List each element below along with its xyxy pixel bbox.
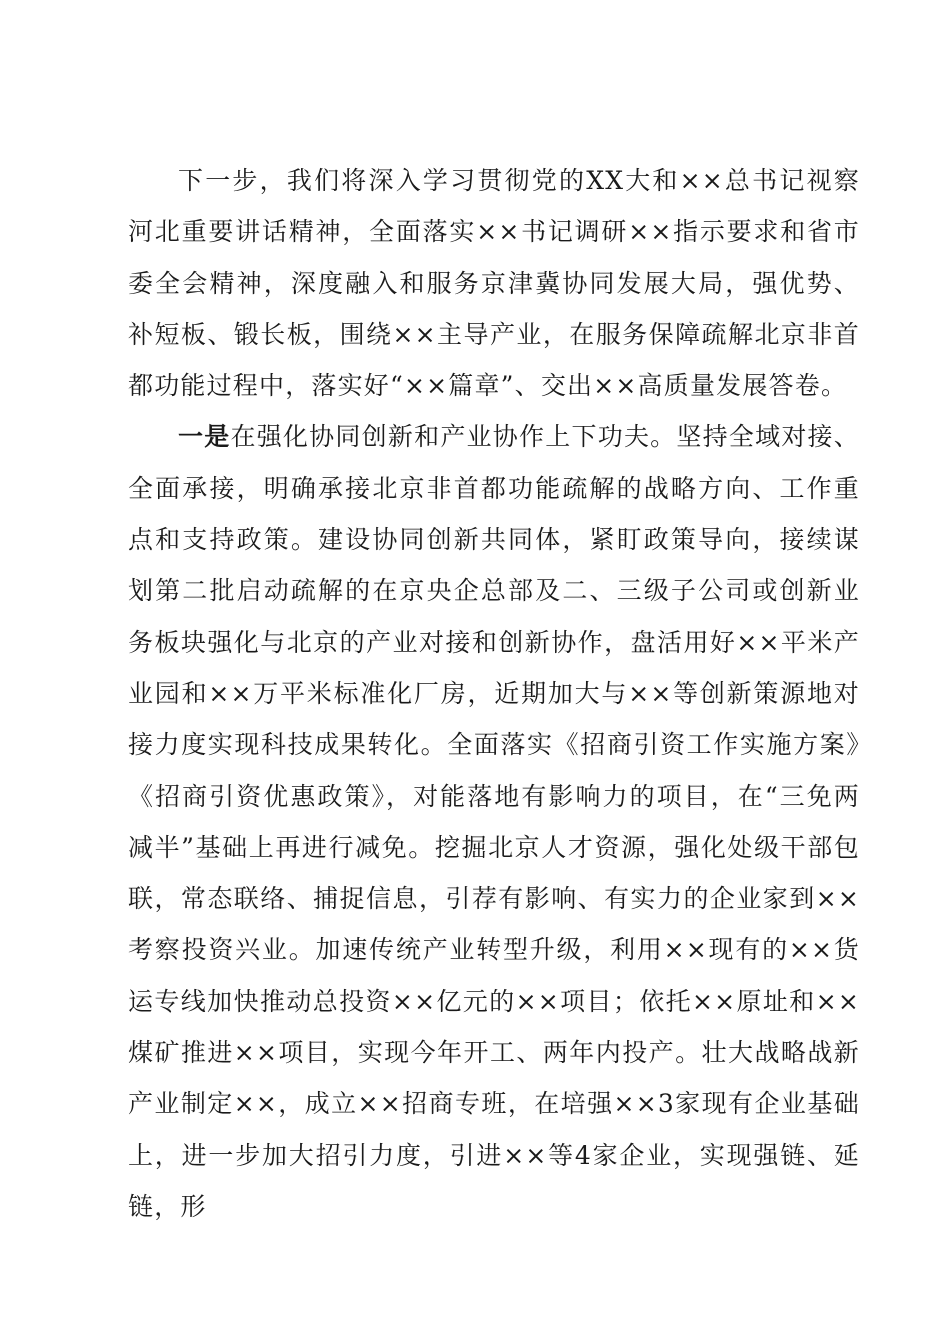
paragraph-point-one bbox=[128, 411, 860, 1232]
paragraph-text: 在强化协同创新和产业协作上下功夫。坚持全域对接、全面承接，明确承接北京非首都功能疏解的战略方向、工作重点和支持政策。建设协同创新共同体，紧盯政策导向，接续谋划第二批启动疏解的在京央企总部及二、三级子公司或创新业务板块强化与北京的产业对接和创新协作，盘活用好××平米产业园和××万平米标准化厂房，近期加大与××等创新策源地对接力度实现科技成果转化。全面落实《招商引资工作实施方案》《招商引资优惠政策》，对能落地有影响力的项目，在“三免两减半”基础上再进行减免。挖掘北京人才资源，强化处级干部包联，常态联络、捕捉信息，引荐有影响、有实力的企业家到××考察投资兴业。加速传统产业转型升级，利用××现有的××货运专线加快推动总投资××亿元的××项目；依托××原址和××煤矿推进××项目，实现今年开工、两年内投产。壮大战略战新产业制定××，成立××招商专班，在培强××3家现有企业基础上，进一步加大招引力度，引进××等4家企业，实现强链、延链，形 bbox=[128, 422, 860, 1221]
paragraph-text: 下一步，我们将深入学习贯彻党的XX大和××总书记视察河北重要讲话精神，全面落实××书记调研××指示要求和省市委全会精神，深度融入和服务京津冀协同发展大局，强优势、补短板、锻长板，围绕××主导产业，在服务保障疏解北京非首都功能过程中，落实好“××篇章”、交出××高质量发展答卷。 bbox=[128, 166, 860, 401]
paragraph-lead: 一是 bbox=[178, 422, 231, 452]
paragraph-next-steps bbox=[128, 155, 860, 411]
document-body bbox=[128, 155, 860, 1232]
